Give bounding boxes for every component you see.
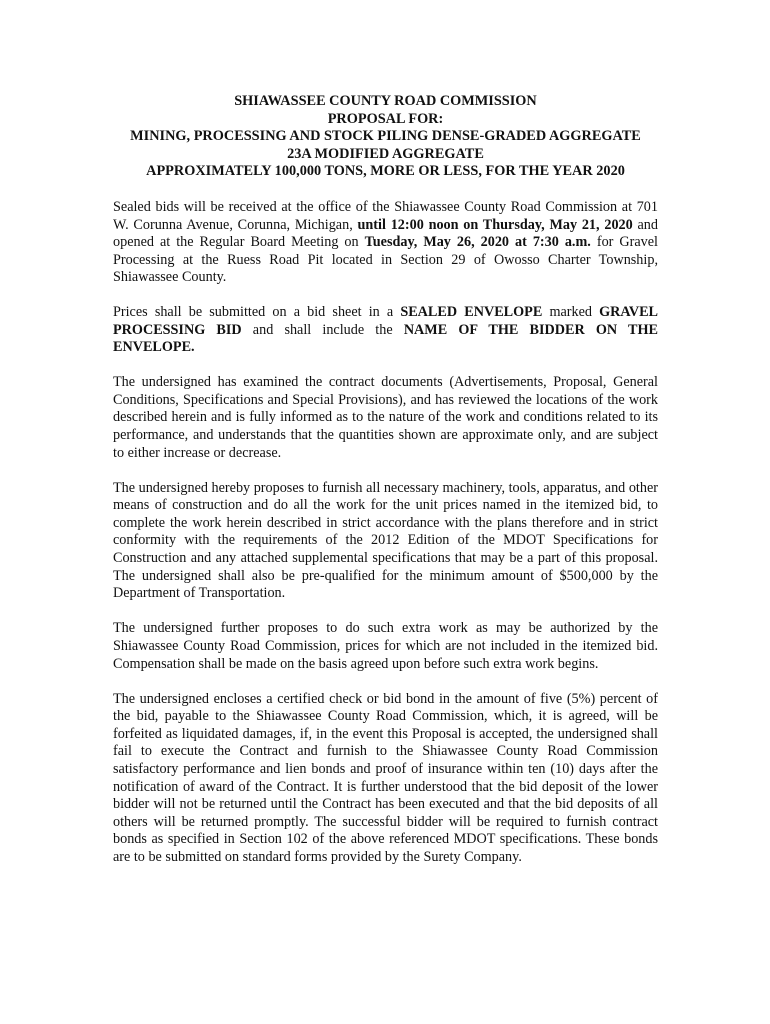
paragraph-extra-work: The undersigned further proposes to do such extra work as may be authorized by the Shiawassee County Road Commission, prices for which are not included in the itemized bid. Compensation shall be made on the basis agreed upon before such extra work begins.	[113, 620, 658, 672]
header-quantity: APPROXIMATELY 100,000 TONS, MORE OR LESS, FOR THE YEAR 2020	[146, 163, 625, 180]
bold-deadline: until 12:00 noon on Thursday, May 21, 2020	[357, 216, 633, 233]
text: for Gravel Processing at the Ruess Road Pit located in Section 29 of Owosso Charter Township, Shiawassee County.	[113, 234, 658, 286]
text: marked	[542, 303, 600, 320]
header-agency: SHIAWASSEE COUNTY ROAD COMMISSION	[234, 93, 537, 109]
bold-meeting-date: Tuesday, May 26, 2020 at 7:30 a.m.	[364, 234, 591, 251]
header-project: MINING, PROCESSING AND STOCK PILING DENSE-GRADED AGGREGATE	[130, 128, 641, 145]
bold-bidder-name: NAME OF THE BIDDER ON THE ENVELOPE.	[113, 321, 658, 356]
document-header	[113, 93, 658, 181]
paragraph-contract-documents: The undersigned has examined the contract documents (Advertisements, Proposal, General Conditions, Specifications and Special Provisions), and has reviewed the locations of the work described herein and is fully informed as to the nature of the work and conditions related to its performance, and understands that the quantities shown are approximate only, and are subject to either increase or decrease.	[113, 374, 658, 461]
text: Prices shall be submitted on a bid sheet in a	[113, 303, 401, 320]
paragraph-bid-opening	[113, 199, 658, 287]
paragraph-sealed-envelope	[113, 304, 658, 357]
bold-gravel-processing-bid: GRAVEL PROCESSING BID	[113, 303, 658, 338]
text: and shall include the	[241, 321, 404, 338]
paragraph-proposal-furnish: The undersigned hereby proposes to furnish all necessary machinery, tools, apparatus, and other means of construction and do all the work for the unit prices named in the itemized bid, to complete the work herein described in strict accordance with the plans therefore and in strict conformity with the requirements of the 2012 Edition of the MDOT Specifications for Construction and any attached supplemental specifications that may be a part of this proposal. The undersigned shall also be pre-qualified for the minimum amount of $500,000 by the Department of Transportation.	[113, 479, 658, 602]
text: and opened at the Regular Board Meeting on	[113, 216, 658, 251]
paragraph-bid-bond: The undersigned encloses a certified check or bid bond in the amount of five (5%) percent of the bid, payable to the Shiawassee County Road Commission, which, it is agreed, will be forfeited as liquidated damages, if, in the event this Proposal is accepted, the undersigned shall fail to execute the Contract and furnish to the Shiawassee County Road Commission satisfactory performance and lien bonds and proof of insurance within ten (10) days after the notification of award of the Contract. It is further understood that the bid deposit of the lower bidder will not be returned until the Contract has been executed and that the bid deposits of all others will be returned promptly. The successful bidder will be required to furnish contract bonds as specified in Section 102 of the above referenced MDOT specifications. These bonds are to be submitted on standard forms provided by the Surety Company.	[113, 690, 658, 865]
text: Sealed bids will be received at the office of the Shiawassee County Road Commission at 701 W. Corunna Avenue, Corunna, Michigan,	[113, 198, 658, 233]
bold-sealed-envelope: SEALED ENVELOPE	[400, 303, 543, 320]
header-proposal-for: PROPOSAL FOR:	[327, 110, 444, 127]
document-body	[113, 93, 658, 884]
header-material: 23A MODIFIED AGGREGATE	[287, 145, 484, 162]
